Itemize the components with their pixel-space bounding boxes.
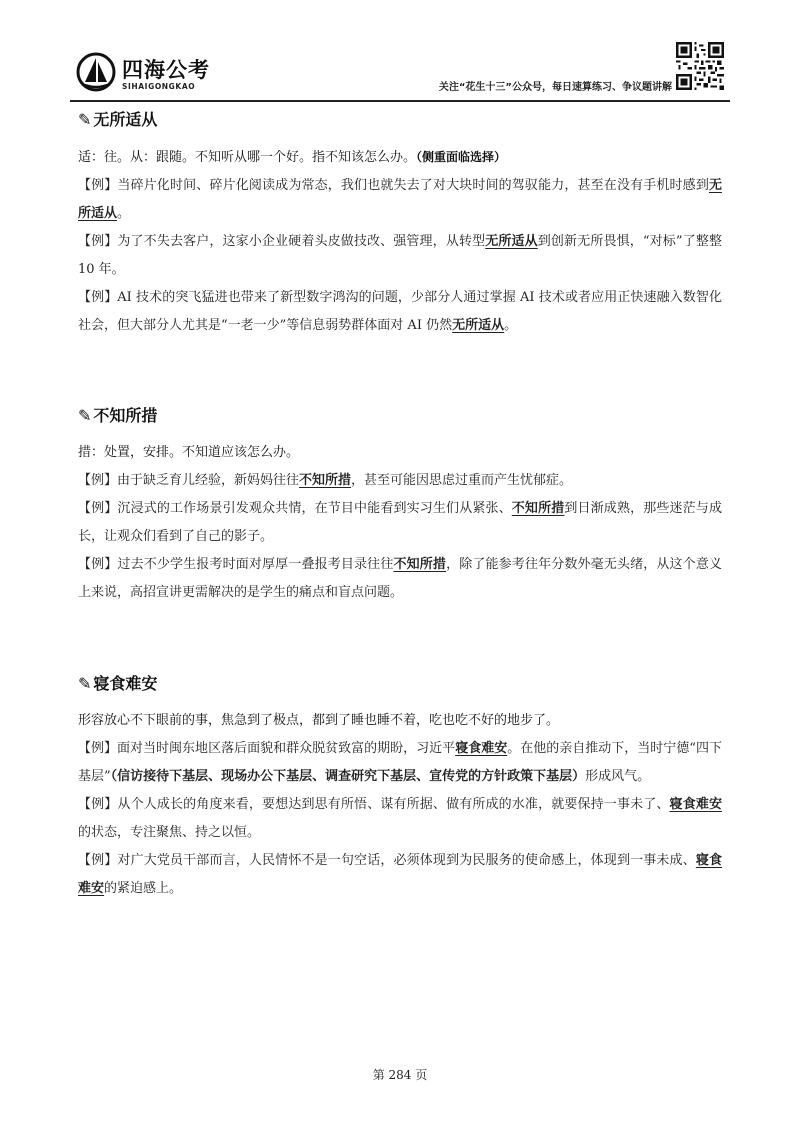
example-sentence: 【例】AI 技术的突飞猛进也带来了新型数字鸿沟的问题，少部分人通过掌握 AI 技术或者应用正快速融入数智化社会，但大部分人尤其是“一老一少”等信息弱势群体面对 AI 仍然无所适从。 [78,290,722,333]
header-divider [70,100,730,102]
brand-title: 四海公考 [122,58,210,82]
header-slogan: 关注“花生十三”公众号，每日速算练习、争议题讲解 [438,82,672,93]
page-header [0,0,800,100]
page-number: 第 284 页 [372,1068,428,1082]
idiom-definition: 形容放心不下眼前的事，焦急到了极点，都到了睡也睡不着，吃也吃不好的地步了。 [78,713,560,728]
keyword: 寝食难安 [669,797,722,812]
idiom-definition: 适：往。从：跟随。不知听从哪一个好。指不知该怎么办。（侧重面临选择） [78,150,507,165]
definition-note: （侧重面临选择） [416,150,507,164]
idiom-section [78,405,722,607]
example-sentence: 【例】从个人成长的角度来看，要想达到思有所悟、谋有所据、做有所成的水准，就要保持一事未了、寝食难安的状态，专注聚焦、持之以恒。 [78,797,722,840]
keyword: 寝食难安 [455,741,508,756]
brand-subtitle: SIHAIGONGKAO [122,82,196,91]
pencil-icon: ✎ [78,406,92,425]
example-sentence: 【例】为了不失去客户，这家小企业硬着头皮做技改、强管理，从转型无所适从到创新无所畏惧，“对标”了整整 10 年。 [78,234,722,277]
sailboat-logo-icon [76,52,116,92]
idiom-title: ✎ 寝食难安 [78,674,158,693]
keyword: 不知所措 [393,557,447,572]
keyword: 不知所措 [511,501,565,516]
brand-logo [76,52,246,96]
idiom-title: ✎ 无所适从 [78,110,158,129]
idiom-title: ✎ 不知所措 [78,406,158,425]
example-sentence: 【例】当碎片化时间、碎片化阅读成为常态，我们也就失去了对大块时间的驾驭能力，甚至在没有手机时感到无所适从。 [78,178,722,221]
example-sentence: 【例】对广大党员干部而言，人民情怀不是一句空话，必须体现到为民服务的使命感上，体现到一事未成、寝食难安的紧迫感上。 [78,853,722,896]
keyword: 寝食难安 [78,853,722,896]
keyword: 无所适从 [78,178,722,221]
bold-note: （信访接待下基层、现场办公下基层、调查研究下基层、宣传党的方针政策下基层） [110,769,586,784]
keyword: 无所适从 [485,234,538,249]
example-sentence: 【例】过去不少学生报考时面对厚厚一叠报考目录往往不知所措，除了能参考往年分数外毫无头绪，从这个意义上来说，高招宣讲更需解决的是学生的痛点和盲点问题。 [78,557,722,600]
keyword: 无所适从 [452,318,505,333]
idiom-definition: 措：处置，安排。不知道应该怎么办。 [78,445,300,460]
pencil-icon: ✎ [78,674,92,693]
pencil-icon: ✎ [78,110,92,129]
keyword: 不知所措 [299,473,352,488]
qr-code-icon [676,42,724,90]
idiom-section [78,673,722,903]
idiom-section [78,109,722,340]
example-sentence: 【例】面对当时闽东地区落后面貌和群众脱贫致富的期盼，习近平寝食难安。在他的亲自推动下，当时宁德“四下基层”（信访接待下基层、现场办公下基层、调查研究下基层、宣传党的方针政策下基层）形成风气。 [78,741,722,784]
example-sentence: 【例】沉浸式的工作场景引发观众共情，在节目中能看到实习生们从紧张、不知所措到日渐成熟，那些迷茫与成长，让观众们看到了自己的影子。 [78,501,722,544]
example-sentence: 【例】由于缺乏育儿经验，新妈妈往往不知所措，甚至可能因思虑过重而产生忧郁症。 [78,473,573,488]
